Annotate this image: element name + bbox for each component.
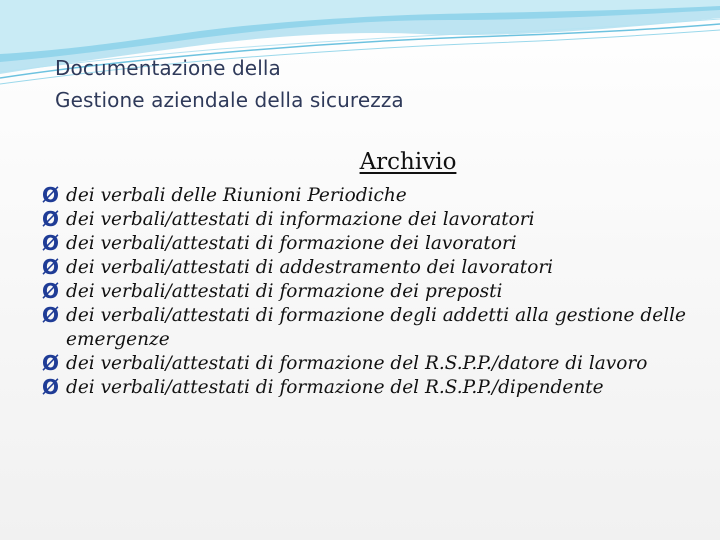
archive-list: [42, 184, 692, 400]
page-title: [55, 52, 655, 116]
list-item: [42, 376, 692, 400]
title-line-1: Documentazione della: [55, 56, 281, 80]
arrow-bullet-icon: Ø: [42, 350, 60, 375]
list-item: [42, 232, 692, 256]
arrow-bullet-icon: Ø: [42, 255, 60, 279]
arrow-bullet-icon: Ø: [42, 207, 60, 231]
list-item-text: dei verbali delle Riunioni Periodiche: [66, 185, 407, 206]
arrow-bullet-icon: Ø: [42, 279, 60, 303]
title-line-2: Gestione aziendale della sicurezza: [55, 88, 404, 112]
arrow-bullet-icon: Ø: [42, 183, 60, 207]
arrow-bullet-icon: Ø: [42, 374, 60, 399]
list-item: [42, 280, 692, 304]
list-item-text: dei verbali/attestati di formazione del R.S.P.P./dipendente: [66, 376, 604, 398]
archive-heading-container: [0, 149, 720, 175]
list-item: [42, 256, 692, 280]
archive-heading: Archivio: [359, 149, 457, 175]
list-item-text: dei verbali/attestati di addestramento dei lavoratori: [66, 257, 554, 278]
list-item-text: dei verbali/attestati di formazione del R.S.P.P./datore di lavoro: [66, 352, 648, 374]
list-item-text: dei verbali/attestati di formazione degli addetti alla gestione delle emergenze: [66, 305, 686, 350]
list-item-text: dei verbali/attestati di informazione dei lavoratori: [66, 209, 535, 230]
arrow-bullet-icon: Ø: [42, 303, 60, 327]
list-item: [42, 352, 692, 376]
list-item-text: dei verbali/attestati di formazione dei preposti: [66, 281, 503, 302]
list-item: [42, 304, 692, 351]
list-item: [42, 208, 692, 232]
arrow-bullet-icon: Ø: [42, 231, 60, 255]
list-item: [42, 184, 692, 208]
list-item-text: dei verbali/attestati di formazione dei lavoratori: [66, 233, 517, 254]
